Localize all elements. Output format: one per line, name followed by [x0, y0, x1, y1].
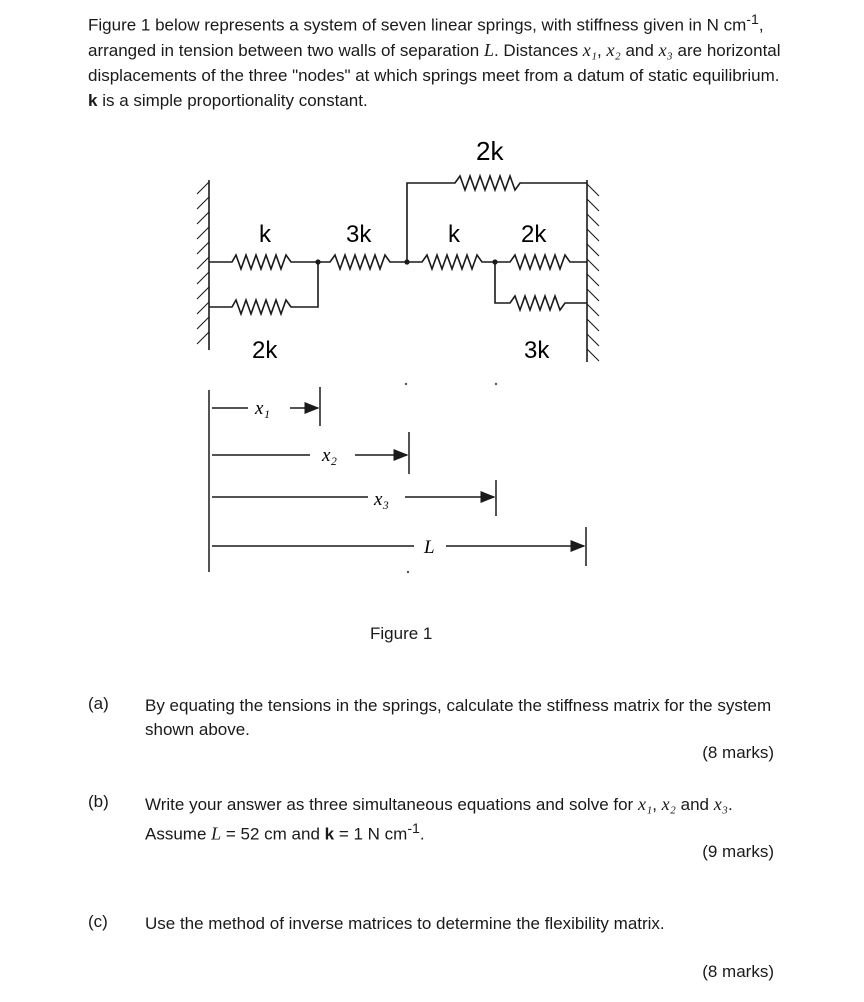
dim-label-x3: x₃: [374, 489, 390, 510]
intro-text-2: , arranged in tension between two walls of separation: [88, 15, 764, 60]
intro-x2: x₂: [606, 39, 621, 60]
spring-bottom-left-2k: [209, 262, 318, 314]
question-b-text-c: Assume: [145, 824, 212, 844]
dim-label-x2: x₂: [322, 445, 338, 466]
question-b-marks: (9 marks): [702, 842, 774, 861]
spring-k-left: [209, 255, 318, 269]
intro-x1: x₁: [582, 39, 598, 60]
question-b-x3: x₃: [713, 794, 728, 814]
question-b-x2: x₂: [661, 794, 676, 814]
scan-dot: [407, 571, 409, 573]
question-c-text: Use the method of inverse matrices to determine the flexibility matrix.: [145, 914, 665, 933]
question-c-marks: (8 marks): [702, 962, 774, 981]
question-b-text-b: .: [727, 795, 733, 814]
label-top-2k: 2k: [476, 136, 504, 166]
scan-dot: [495, 383, 497, 385]
label-k-right: k: [448, 221, 460, 248]
question-a-label: (a): [88, 694, 109, 713]
question-a-text: By equating the tensions in the springs, calculate the stiffness matrix for the system shown above.: [145, 696, 772, 739]
label-2k-right: 2k: [521, 221, 547, 248]
question-b-text: [145, 792, 785, 847]
question-b-k: k: [324, 824, 335, 844]
dim-label-L: L: [424, 537, 435, 558]
question-b-and: and: [675, 795, 714, 814]
question-b-text-e: = 1 N cm: [334, 824, 408, 844]
intro-k: k: [88, 90, 98, 110]
question-b-x1: x₁: [637, 794, 653, 814]
spring-bottom-right-3k: [495, 262, 587, 310]
intro-unit-exponent: -1: [746, 12, 759, 28]
left-wall-hatching: [197, 182, 209, 344]
right-wall-hatching: [587, 184, 599, 361]
question-b-label: (b): [88, 792, 109, 811]
node-2: [404, 259, 409, 264]
spring-k-right: [407, 255, 495, 269]
spring-3k-middle: [318, 255, 407, 269]
question-b-sep: ,: [652, 795, 662, 814]
question-a-marks: (8 marks): [702, 743, 774, 762]
intro-text-1: Figure 1 below represents a system of seven linear springs, with stiffness given in N cm: [88, 15, 747, 35]
intro-text-4: are horizontal displacements of the three "nodes" at which springs meet from a datum of static equilibrium.: [88, 40, 781, 85]
intro-x3: x₃: [658, 39, 673, 60]
spring-top-2k: [407, 176, 587, 262]
intro-sep: ,: [597, 40, 607, 60]
label-3k-mid: 3k: [346, 221, 372, 248]
intro-and: and: [620, 40, 659, 60]
question-b-L: L: [211, 823, 222, 844]
question-b-text-f: .: [419, 824, 425, 844]
intro-text-5: is a simple proportionality constant.: [97, 90, 368, 110]
node-3: [492, 259, 497, 264]
intro-L: L: [483, 39, 494, 60]
spring-2k-right: [495, 255, 587, 269]
question-c-label: (c): [88, 912, 108, 931]
label-2k-bottom-left: 2k: [252, 337, 278, 364]
question-b-sup: -1: [407, 821, 420, 837]
figure-caption: Figure 1: [370, 624, 433, 643]
intro-text-3: . Distances: [493, 40, 583, 60]
label-3k-bottom-right: 3k: [524, 337, 550, 364]
question-b-text-a: Write your answer as three simultaneous equations and solve for: [145, 795, 638, 814]
node-1: [315, 259, 320, 264]
question-b-text-d: = 52 cm and: [221, 824, 325, 844]
scan-dot: [405, 383, 407, 385]
label-k-left: k: [259, 221, 271, 248]
dim-label-x1: x₁: [255, 398, 271, 419]
